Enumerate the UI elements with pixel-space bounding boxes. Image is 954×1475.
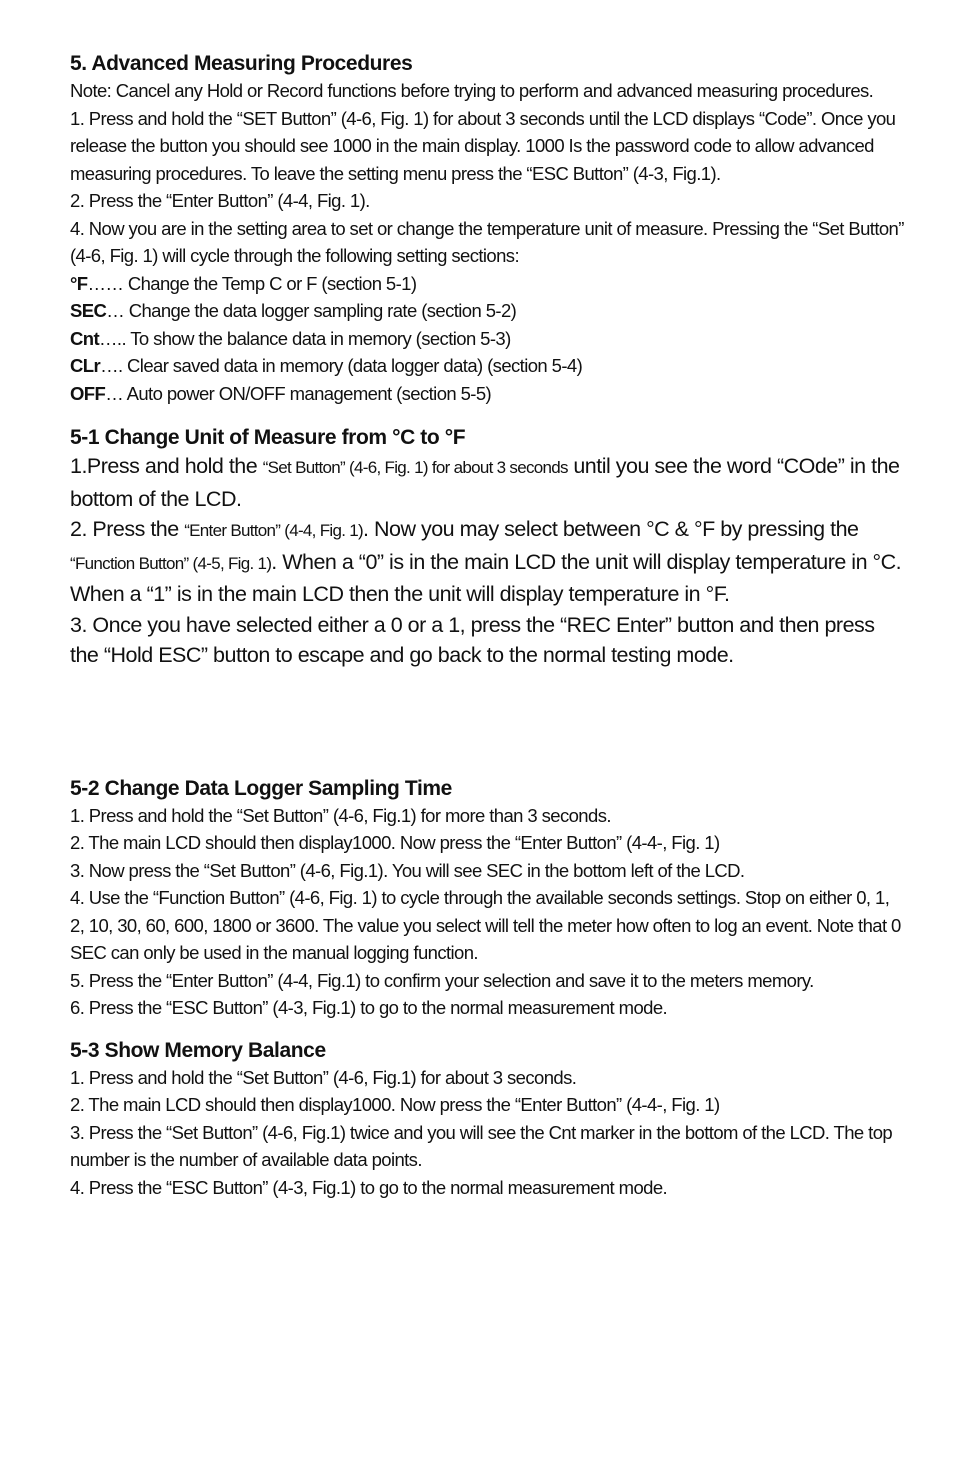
section-5-2-title: 5-2 Change Data Logger Sampling Time xyxy=(70,776,452,800)
setting-key: SEC xyxy=(70,300,107,321)
setting-key: °F xyxy=(70,272,88,294)
section-5-2-step: 3. Now press the “Set Button” (4-6, Fig.1). You will see SEC in the bottom left of the LCD. xyxy=(70,859,745,881)
section-5-1-step-3: 3. Once you have selected either a 0 or a 1, press the “REC Enter” button and then press the “Hold ESC” button to escape and go back to the normal testing mode. xyxy=(70,612,875,667)
section-5-3-step: 2. The main LCD should then display1000. Now press the “Enter Button” (4-4-, Fig. 1) xyxy=(70,1094,720,1115)
setting-key: CLr xyxy=(70,355,101,376)
section-5-1-step-2: 2. Press the “Enter Button” (4-4, Fig. 1). Now you may select between °C & °F by pressing the “Function Button” (4-5, Fig. 1). When a “0” is in the main LCD the unit will display temperature in °C. When a “1” is in the main LCD then the unit will display temperature in °F. xyxy=(70,517,902,606)
section-5-step-4: 4. Now you are in the setting area to set or change the temperature unit of measure. Pressing the “Set Button” (4-6, Fig. 1) will cycle through the following setting sections: xyxy=(70,217,904,266)
section-5-3-step: 3. Press the “Set Button” (4-6, Fig.1) twice and you will see the Cnt marker in the bottom of the LCD. The top number is the number of available data points. xyxy=(70,1121,893,1170)
section-5-title: 5. Advanced Measuring Procedures xyxy=(70,52,413,75)
section-5-2-step: 6. Press the “ESC Button” (4-3, Fig.1) to go to the normal measurement mode. xyxy=(70,997,668,1018)
section-5-2-step: 5. Press the “Enter Button” (4-4, Fig.1) to confirm your selection and save it to the meters memory. xyxy=(70,969,814,991)
setting-desc: … Change the data logger sampling rate (section 5-2) xyxy=(106,300,517,321)
spacer xyxy=(70,407,905,424)
section-5-3-title: 5-3 Show Memory Balance xyxy=(70,1038,326,1062)
section-5-1-step-1: 1.Press and hold the “Set Button” (4-6, Fig. 1) for about 3 seconds until you see the word “COde” in the bottom of the LCD. xyxy=(70,454,900,511)
section-5-3-step: 4. Press the “ESC Button” (4-3, Fig.1) to go to the normal measurement mode. xyxy=(70,1176,668,1198)
manual-page xyxy=(70,50,905,1201)
section-5-2-step: 2. The main LCD should then display1000. Now press the “Enter Button” (4-4-, Fig. 1) xyxy=(70,832,720,853)
section-5-step-1: 1. Press and hold the “SET Button” (4-6, Fig. 1) for about 3 seconds until the LCD displays “Code”. Once you release the button you should see 1000 in the main display. 1000 Is the password code to allow advanced measuring procedures. To leave the setting menu press the “ESC Button” (4-3, Fig.1). xyxy=(70,107,896,184)
section-5-note: Note: Cancel any Hold or Record functions before trying to perform and advanced measuring procedures. xyxy=(70,80,874,101)
section-5-2-step: 4. Use the “Function Button” (4-6, Fig. 1) to cycle through the available seconds settings. Stop on either 0, 1, 2, 10, 30, 60, 600, 1800 or 3600. The value you select will tell the meter how often to log an event. Note that 0 SEC can only be used in the manual logging function. xyxy=(70,887,901,963)
setting-desc: …. Clear saved data in memory (data logger data) (section 5-4) xyxy=(100,355,583,376)
setting-desc: …… Change the Temp C or F (section 5-1) xyxy=(87,272,417,294)
section-5-3-step: 1. Press and hold the “Set Button” (4-6, Fig.1) for about 3 seconds. xyxy=(70,1066,577,1088)
section-5-2-step: 1. Press and hold the “Set Button” (4-6, Fig.1) for more than 3 seconds. xyxy=(70,804,611,826)
spacer xyxy=(70,671,905,775)
spacer xyxy=(70,1022,905,1037)
setting-desc: … Auto power ON/OFF management (section 5-5) xyxy=(105,382,492,404)
section-5-step-2: 2. Press the “Enter Button” (4-4, Fig. 1). xyxy=(70,190,370,211)
setting-key: OFF xyxy=(70,382,106,404)
setting-key: Cnt xyxy=(70,327,100,349)
setting-item-clr xyxy=(70,352,905,380)
setting-item-cnt xyxy=(70,325,905,353)
setting-item-sec xyxy=(70,297,905,325)
setting-item-f xyxy=(70,270,905,298)
setting-item-off xyxy=(70,380,905,408)
section-5-1-title: 5-1 Change Unit of Measure from °C to °F xyxy=(70,426,466,449)
setting-desc: ….. To show the balance data in memory (section 5-3) xyxy=(99,327,511,349)
